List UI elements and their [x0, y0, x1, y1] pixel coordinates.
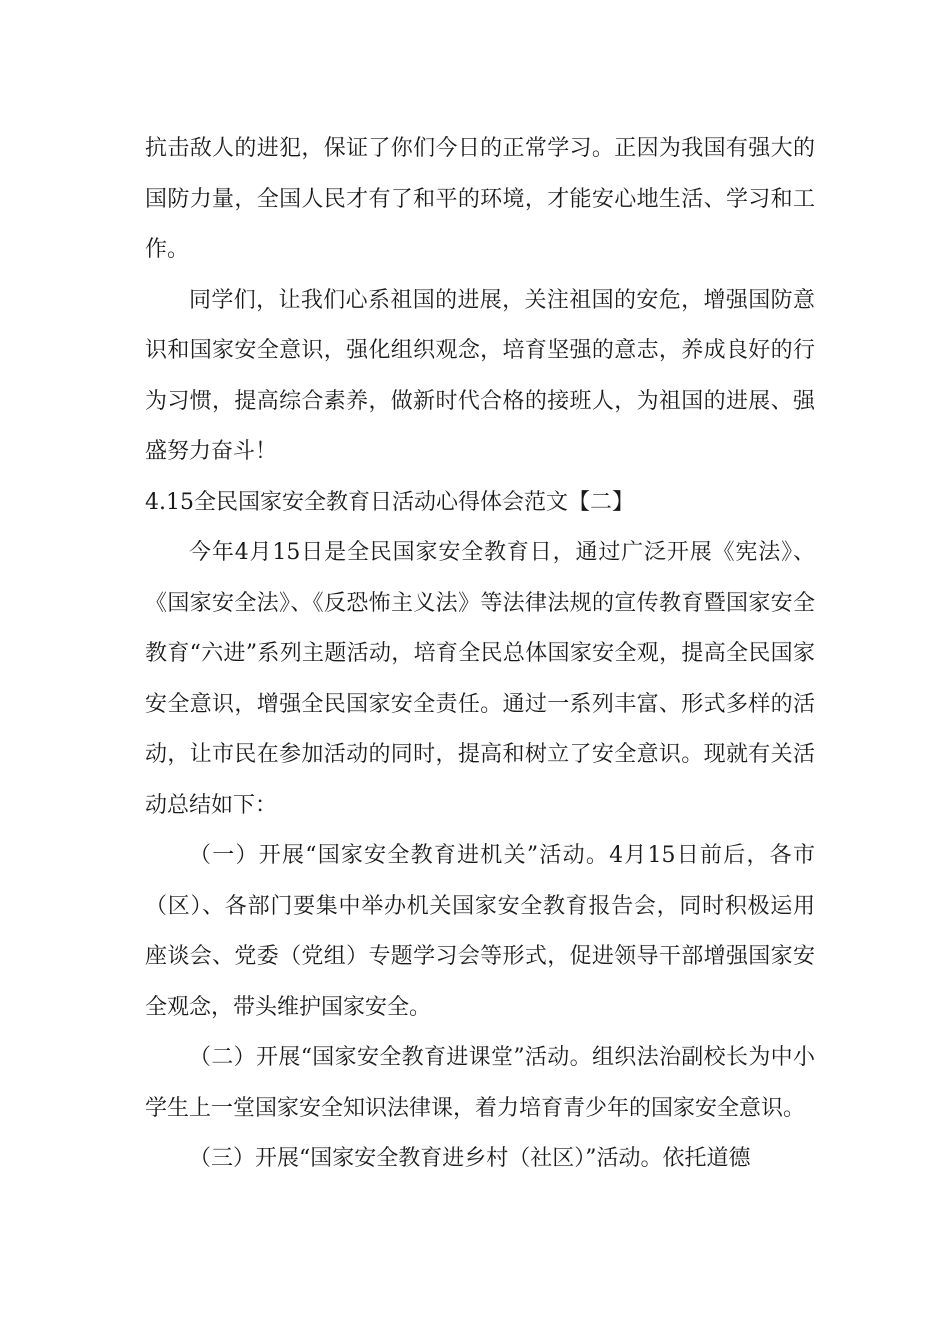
paragraph-continuation: 抗击敌人的进犯，保证了你们今日的正常学习。正因为我国有强大的国防力量，全国人民才有了和平的环境，才能安心地生活、学习和工作。: [145, 136, 815, 262]
paragraph-item-1: （一）开展“国家安全教育进机关”活动。4月15日前后，各市（区）、各部门要集中举办机关国家安全教育报告会，同时积极运用座谈会、党委（党组）专题学习会等形式，促进领导干部增强国家安全观念，带头维护国家安全。: [145, 843, 815, 1020]
paragraph-item-3: （三）开展“国家安全教育进乡村（社区）”活动。依托道德: [189, 1146, 751, 1171]
paragraph-item-2: （二）开展“国家安全教育进课堂”活动。组织法治副校长为中小学生上一堂国家安全知识法律课，着力培育青少年的国家安全意识。: [145, 1045, 815, 1121]
paragraph-intro: 今年4月15日是全民国家安全教育日，通过广泛开展《宪法》、《国家安全法》、《反恐怖主义法》等法律法规的宣传教育暨国家安全教育“六进”系列主题活动，培育全民总体国家安全观，提高全民国家安全意识，增强全民国家安全责任。通过一系列丰富、形式多样的活动，让市民在参加活动的同时，提高和树立了安全意识。现就有关活动总结如下：: [145, 540, 815, 818]
paragraph-appeal: 同学们，让我们心系祖国的进展，关注祖国的安危，增强国防意识和国家安全意识，强化组织观念，培育坚强的意志，养成良好的行为习惯，提高综合素养，做新时代合格的接班人，为祖国的进展、强盛努力奋斗！: [145, 287, 815, 464]
section-heading: 4.15全民国家安全教育日活动心得体会范文【二】: [145, 489, 634, 515]
document-body: [145, 124, 815, 1185]
